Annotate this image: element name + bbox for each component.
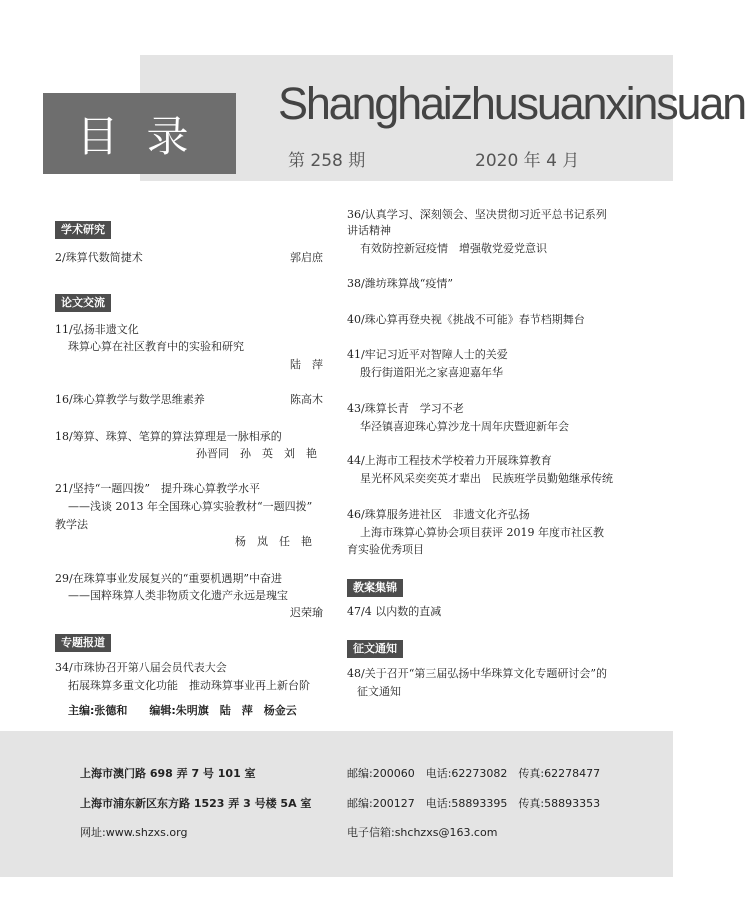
toc-entry-subtitle: ——浅谈 2013 年全国珠心算实验教材“一题四拨”: [68, 500, 313, 513]
toc-entry-title[interactable]: 46/珠算服务进社区 非遗文化齐弘扬: [347, 508, 530, 521]
toc-entry-subtitle: 珠算心算在社区教育中的实验和研究: [68, 340, 244, 353]
toc-entry-title[interactable]: 34/市珠协召开第八届会员代表大会: [55, 661, 227, 674]
address-1: 上海市澳门路 698 弄 7 号 101 室: [80, 767, 256, 780]
toc-entry-author: 孙晋同 孙 英 刘 艳: [196, 447, 317, 460]
toc-entry-subtitle: ——国粹珠算人类非物质文化遗产永远是瑰宝: [68, 589, 288, 602]
issue-date: 2020 年 4 月: [475, 151, 580, 171]
section-header-reports: 专题报道: [55, 634, 111, 652]
toc-entry-subtitle: 有效防控新冠疫情 增强敬党爱党意识: [360, 242, 547, 255]
toc-entry-subtitle: 华泾镇喜迎珠心算沙龙十周年庆暨迎新年会: [360, 420, 569, 433]
website[interactable]: 网址:www.shzxs.org: [80, 826, 188, 839]
section-header-papers: 论文交流: [55, 294, 111, 312]
toc-entry-subtitle: 征文通知: [357, 685, 401, 698]
toc-entry-title[interactable]: 29/在珠算事业发展复兴的“重要机遇期”中奋进: [55, 572, 282, 585]
section-header-call-for-papers: 征文通知: [347, 640, 403, 658]
journal-name: Shanghaizhusuanxinsuan: [278, 78, 745, 129]
toc-entry-title[interactable]: 2/珠算代数简捷术: [55, 251, 143, 264]
toc-entry-title[interactable]: 38/潍坊珠算战“疫情”: [347, 277, 453, 290]
toc-entry-author: 陆 萍: [290, 358, 323, 371]
toc-entry-title[interactable]: 36/认真学习、深刻领会、坚决贯彻习近平总书记系列: [347, 208, 607, 221]
section-header-research: 学术研究: [55, 221, 111, 239]
toc-entry-title[interactable]: 16/珠心算教学与数学思维素养: [55, 393, 205, 406]
toc-entry-title-cont: 讲话精神: [347, 224, 391, 237]
toc-entry-title[interactable]: 48/关于召开“第三届弘扬中华珠算文化专题研讨会”的: [347, 667, 607, 680]
toc-entry-title[interactable]: 21/坚持“一题四拨” 提升珠心算教学水平: [55, 482, 260, 495]
toc-entry-author: 杨 岚 任 艳: [235, 535, 312, 548]
editors-credit: 主编:张德和 编辑:朱明旗 陆 萍 杨金云: [68, 704, 297, 717]
contact-2: 邮编:200127 电话:58893395 传真:58893353: [347, 797, 601, 810]
toc-entry-title[interactable]: 41/牢记习近平对智障人士的关爱: [347, 348, 508, 361]
toc-entry-title[interactable]: 44/上海市工程技术学校着力开展珠算教育: [347, 454, 552, 467]
toc-entry-subtitle: 星光杯风采奕奕英才辈出 民族班学员勤勉继承传统: [360, 472, 613, 485]
toc-entry-title[interactable]: 47/4 以内数的直减: [347, 605, 442, 618]
section-header-lessons: 教案集锦: [347, 579, 403, 597]
page-title: 目录: [43, 93, 236, 174]
toc-entry-title[interactable]: 11/弘扬非遗文化: [55, 323, 139, 336]
toc-entry-title[interactable]: 43/珠算长青 学习不老: [347, 402, 464, 415]
toc-entry-subtitle: 拓展珠算多重文化功能 推动珠算事业再上新台阶: [68, 679, 310, 692]
toc-entry-author: 郭启庶: [290, 251, 323, 264]
toc-entry-title[interactable]: 18/筹算、珠算、笔算的算法算理是一脉相承的: [55, 430, 282, 443]
issue-number: 第 258 期: [288, 151, 366, 171]
toc-entry-author: 陈高木: [290, 393, 323, 406]
address-2: 上海市浦东新区东方路 1523 弄 3 号楼 5A 室: [80, 797, 312, 810]
toc-entry-title[interactable]: 40/珠心算再登央视《挑战不可能》春节档期舞台: [347, 313, 585, 326]
toc-entry-subtitle: 育实验优秀项目: [347, 543, 424, 556]
toc-entry-subtitle: 殷行街道阳光之家喜迎嘉年华: [360, 366, 503, 379]
toc-entry-author: 迟荣瑜: [290, 606, 323, 619]
footer-band: [0, 731, 673, 877]
toc-entry-subtitle: 上海市珠算心算协会项目获评 2019 年度市社区教: [360, 526, 604, 539]
contact-1: 邮编:200060 电话:62273082 传真:62278477: [347, 767, 601, 780]
toc-entry-subtitle: 教学法: [55, 518, 88, 531]
email[interactable]: 电子信箱:shchzxs@163.com: [347, 826, 498, 839]
